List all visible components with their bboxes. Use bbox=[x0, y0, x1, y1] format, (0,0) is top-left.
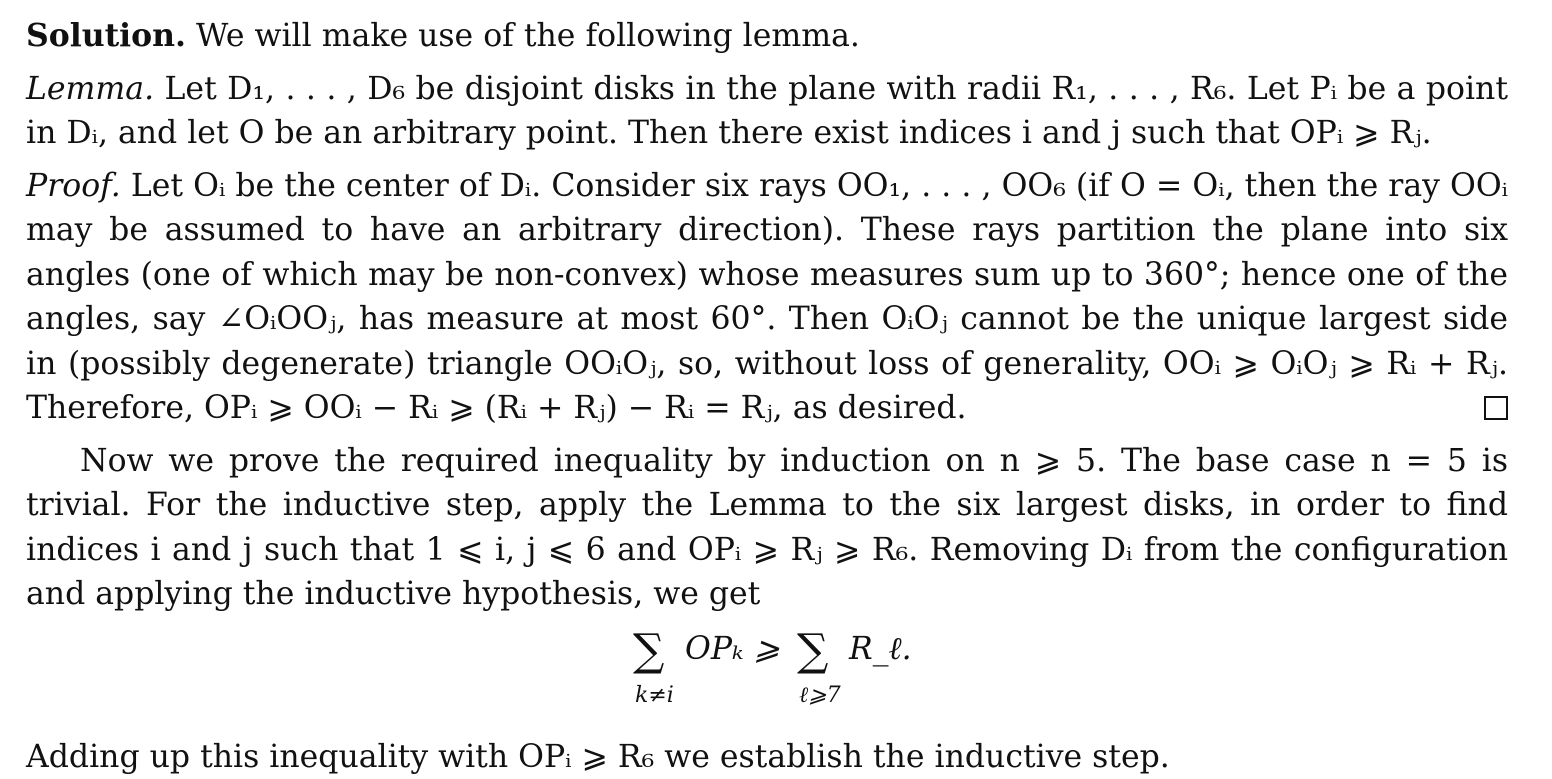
sum-limit-left: k≠i bbox=[635, 685, 674, 707]
lemma-paragraph bbox=[26, 67, 1508, 156]
proof-paragraph bbox=[26, 164, 1508, 431]
solution-heading: Solution. bbox=[26, 17, 186, 54]
lemma-text: Let D₁, . . . , D₆ be disjoint disks in the plane with radii R₁, . . . , R₆. Let Pᵢ be a point in Dᵢ, and let O be an arbitrary point. Then there exist indices i and j such that OPᵢ ⩾ Rⱼ. bbox=[26, 71, 1508, 152]
solution-intro-text: We will make use of the following lemma. bbox=[186, 18, 860, 54]
sum-limit-right: ℓ⩾7 bbox=[799, 685, 841, 707]
solution-page bbox=[26, 14, 1508, 779]
proof-text: Let Oᵢ be the center of Dᵢ. Consider six rays OO₁, . . . , OO₆ (if O = Oᵢ, then the ray OOᵢ may be assumed to have an arbitrary direction). These rays partition the plane into six angles (one of which may be non-convex) whose measures sum up to 360°; hence one of the angles, say ∠OᵢOOⱼ, has measure at most 60°. Then OᵢOⱼ cannot be the unique largest side in (possibly degenerate) triangle OOᵢOⱼ, so, without loss of generality, OOᵢ ⩾ OᵢOⱼ ⩾ Rᵢ + Rⱼ. Therefore, OPᵢ ⩾ OOᵢ − Rᵢ ⩾ (Rᵢ + Rⱼ) − Rᵢ = Rⱼ, as desired. bbox=[26, 168, 1508, 427]
conclusion-paragraph: Adding up this inequality with OPᵢ ⩾ R₆ we establish the inductive step. bbox=[26, 735, 1508, 779]
sum-symbol-right: ∑ bbox=[797, 629, 828, 673]
proof-label: Proof. bbox=[26, 168, 121, 204]
lemma-label: Lemma. bbox=[26, 71, 154, 107]
sum-term-left: OPₖ ⩾ bbox=[685, 627, 780, 672]
induction-paragraph: Now we prove the required inequality by induction on n ⩾ 5. The base case n = 5 is trivial. For the inductive step, apply the Lemma to the six largest disks, in order to find indices i and j such that 1 ⩽ i, j ⩽ 6 and OPᵢ ⩾ Rⱼ ⩾ R₆. Removing Dᵢ from the configuration and applying the inductive hypothesis, we get bbox=[26, 439, 1508, 617]
sum-symbol-left: ∑ bbox=[633, 629, 664, 673]
sum-inequality bbox=[633, 619, 1033, 729]
display-equation bbox=[26, 617, 1508, 735]
sum-term-right: R_ℓ. bbox=[849, 627, 912, 672]
qed-box-icon bbox=[1484, 396, 1508, 420]
solution-intro bbox=[26, 14, 1508, 59]
